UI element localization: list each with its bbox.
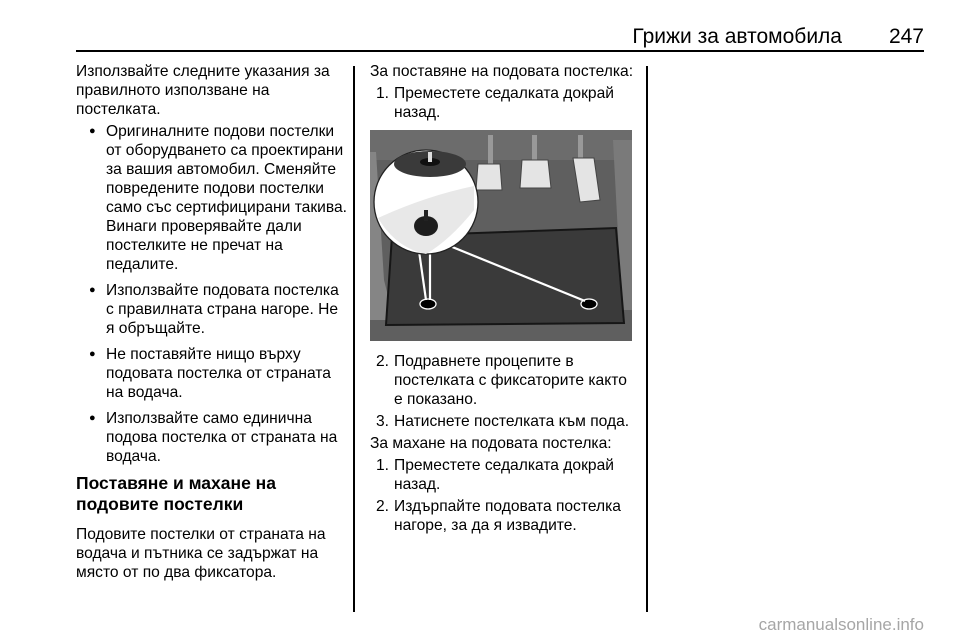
list-item — [76, 345, 348, 402]
brake-pedal — [520, 160, 551, 188]
column-divider-left — [353, 66, 355, 612]
remove-steps-list — [370, 456, 638, 535]
step-number: 1. — [376, 85, 390, 102]
step-text: Преместете седалката докрай назад. — [394, 85, 614, 121]
step-number: 2. — [376, 498, 390, 515]
page-header — [76, 24, 924, 50]
bullet-icon: ● — [89, 348, 96, 360]
section-heading: Поставяне и махане на подовите постелки — [76, 473, 276, 514]
page-number: 247 — [888, 25, 924, 48]
install-steps-list — [370, 84, 638, 122]
bullet-icon: ● — [89, 125, 96, 137]
install-intro: За поставяне на подовата постелка: — [370, 63, 634, 80]
bullet-icon: ● — [89, 412, 96, 424]
remove-intro: За махане на подовата постелка: — [370, 435, 612, 452]
bullet-text: Оригиналните подови постелки от оборудването са проектирани за вашия автомобил. Сменяйте повредените подови постелки само със сертифицирани такива. Винаги проверявайте дали постелките не пречат на педалите. — [106, 123, 347, 273]
step-number: 1. — [376, 457, 390, 474]
right-column — [370, 62, 638, 538]
list-item — [76, 409, 348, 466]
list-item — [76, 122, 348, 274]
mat-fastener — [420, 299, 436, 309]
list-item — [370, 412, 638, 431]
step-text: Подравнете процепите в постелката с фиксаторите както е показано. — [394, 353, 627, 408]
left-column — [76, 62, 348, 585]
floor-mat-icon — [370, 130, 632, 341]
guidelines-list — [76, 122, 348, 466]
section-paragraph: Подовите постелки от страната на водача и пътника се задържат на място от по два фиксатора. — [76, 526, 326, 581]
step-text: Издърпайте подовата постелка нагоре, за да я извадите. — [394, 498, 621, 534]
watermark: carmanualsonline.info — [758, 615, 924, 634]
install-steps-continued — [370, 352, 638, 431]
list-item — [370, 497, 638, 535]
fastener-pin — [424, 210, 428, 221]
bullet-text: Използвайте подовата постелка с правилната страна нагоре. Не я обръщайте. — [106, 282, 339, 337]
header-title: Грижи за автомобила — [632, 25, 842, 48]
fastener-pin — [428, 152, 432, 162]
header-rule — [76, 50, 924, 52]
list-item — [370, 352, 638, 409]
list-item — [370, 456, 638, 494]
clutch-pedal — [476, 164, 502, 190]
column-divider-right — [646, 66, 648, 612]
list-item — [76, 281, 348, 338]
step-number: 2. — [376, 353, 390, 370]
bullet-icon: ● — [89, 284, 96, 296]
bullet-text: Не поставяйте нищо върху подовата постелка от страната на водача. — [106, 346, 331, 401]
intro-paragraph: Използвайте следните указания за правилното използване на постелката. — [76, 63, 330, 118]
bullet-text: Използвайте само единична подова постелка от страната на водача. — [106, 410, 338, 465]
pedal-arm — [488, 135, 493, 165]
list-item — [370, 84, 638, 122]
floor-mat-illustration — [370, 130, 632, 341]
step-text: Натиснете постелката към пода. — [394, 413, 630, 430]
step-text: Преместете седалката докрай назад. — [394, 457, 614, 493]
step-number: 3. — [376, 413, 390, 430]
